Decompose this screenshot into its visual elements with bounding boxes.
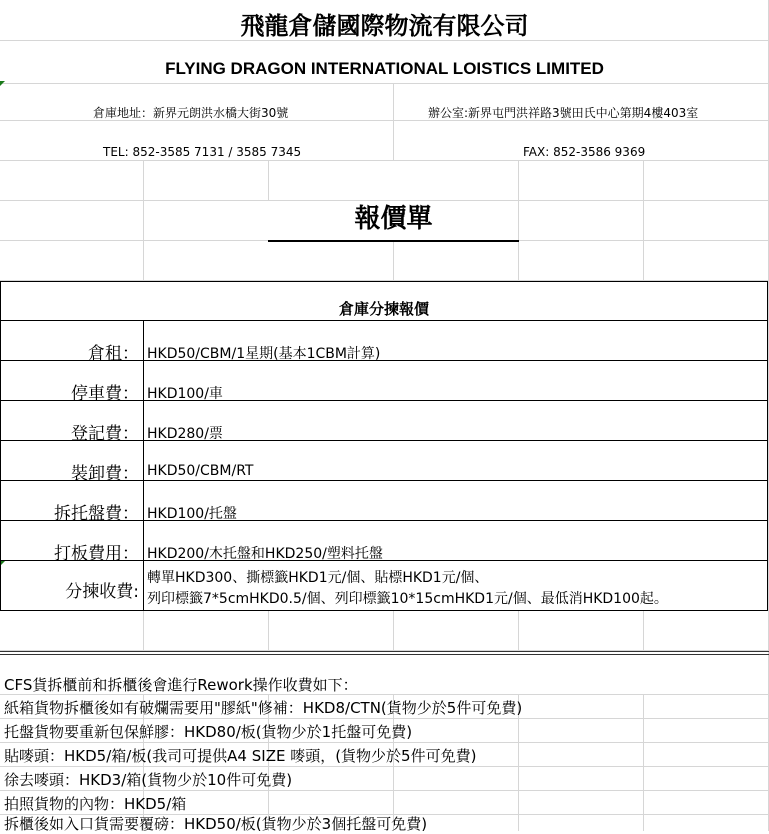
grid-line	[143, 160, 144, 280]
grid-line	[143, 611, 144, 651]
rework-note-item: 紙箱貨物拆櫃後如有破爛需要用"膠紙"修補：HKD8/CTN(貨物少於5件可免費)	[4, 699, 523, 717]
grid-line	[393, 611, 394, 651]
grid-line	[268, 611, 269, 651]
rework-note-item: 拍照貨物的內物：HKD5/箱	[4, 795, 187, 813]
telephone-number: TEL: 852-3585 7131 / 3585 7345	[103, 145, 302, 159]
fee-label-pallet-removal: 拆托盤費：	[54, 504, 139, 524]
company-name-english: FLYING DRAGON INTERNATIONAL LOISTICS LIMITED	[165, 59, 604, 78]
grid-line	[0, 83, 769, 84]
grid-line	[643, 160, 644, 280]
fee-value-storage: HKD50/CBM/1星期(基本1CBM計算)	[147, 346, 381, 362]
fee-label-palletizing: 打板費用：	[54, 544, 139, 564]
grid-line	[393, 83, 394, 160]
table-row-border	[1, 320, 767, 321]
fee-value-sorting-line2: 列印標籤7*5cmHKD0.5/個、列印標籤10*15cmHKD1元/個、最低消HKD100起。	[147, 591, 668, 607]
section-separator	[0, 654, 769, 655]
fee-value-pallet-removal: HKD100/托盤	[147, 506, 237, 522]
grid-line	[643, 694, 644, 831]
rework-note-item: 徐去嘜頭：HKD3/箱(貨物少於10件可免費)	[4, 771, 293, 789]
fee-label-registration: 登記費：	[71, 424, 139, 444]
fee-value-palletizing: HKD200/木托盤和HKD250/塑料托盤	[147, 546, 383, 562]
grid-line	[0, 766, 769, 767]
section-separator	[0, 651, 769, 652]
rework-note-heading: CFS貨拆櫃前和拆櫃後會進行Rework操作收費如下：	[4, 676, 358, 694]
quote-title: 報價單	[354, 204, 433, 234]
fee-value-loading: HKD50/CBM/RT	[147, 463, 254, 479]
fax-number: FAX: 852-3586 9369	[523, 145, 646, 159]
fee-label-loading: 裝卸費：	[71, 464, 139, 484]
title-underline	[268, 240, 519, 242]
company-name-chinese: 飛龍倉儲國際物流有限公司	[240, 12, 529, 40]
warehouse-address: 倉庫地址：新界元朗洪水橋大街30號	[93, 106, 289, 120]
fee-label-parking: 停車費：	[71, 384, 139, 404]
fee-value-sorting-line1: 轉單HKD300、撕標籤HKD1元/個、貼標HKD1元/個、	[147, 570, 489, 586]
grid-line	[0, 742, 769, 743]
office-address: 辦公室:新界屯門洪祥路3號田氏中心第期4樓403室	[428, 106, 699, 120]
grid-line	[643, 611, 644, 651]
rework-note-item: 拆櫃後如入口貨需要覆磅：HKD50/板(貨物少於3個托盤可免費)	[4, 815, 428, 833]
grid-line	[518, 611, 519, 651]
grid-line	[0, 718, 769, 719]
table-column-border	[143, 320, 144, 611]
rework-note-item: 托盤貨物要重新包保鮮膠：HKD80/板(貨物少於1托盤可免費)	[4, 723, 413, 741]
fee-value-registration: HKD280/票	[147, 426, 223, 442]
grid-line	[0, 790, 769, 791]
grid-line	[393, 240, 394, 280]
fee-label-storage: 倉租：	[88, 344, 139, 364]
cell-comment-marker-icon	[0, 81, 5, 86]
warehouse-price-table	[0, 281, 768, 611]
rework-note-item: 貼嘜頭：HKD5/箱/板(我司可提供A4 SIZE 嘜頭，(貨物少於5件可免費)	[4, 747, 477, 765]
price-table-title: 倉庫分揀報價	[338, 300, 429, 318]
grid-line	[268, 160, 269, 200]
fee-value-parking: HKD100/車	[147, 386, 223, 402]
fee-label-sorting: 分揀收費:	[65, 582, 139, 602]
grid-line	[0, 160, 769, 161]
